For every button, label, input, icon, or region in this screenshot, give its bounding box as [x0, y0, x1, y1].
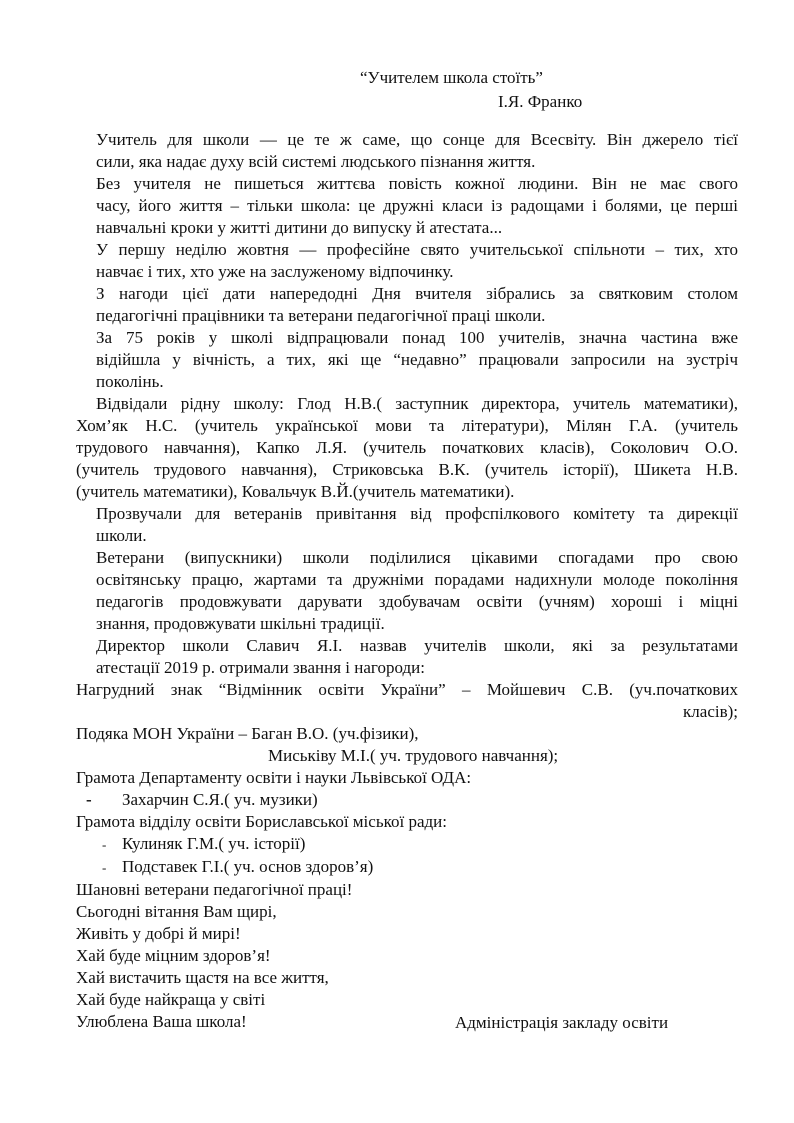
text-line: Учитель для школи — це те ж саме, що сонце для Всесвіту. Він джерело тієї [96, 130, 738, 149]
epigraph-author: І.Я. Франко [498, 92, 583, 111]
text-line: Без учителя не пишеться життєва повість кожної людини. Він не має свого [96, 174, 738, 193]
award-oda-title: Грамота Департаменту освіти і науки Львівської ОДА: [76, 768, 472, 787]
epigraph-quote: “Учителем школа стоїть” [360, 68, 543, 87]
text-line: трудового навчання), Капко Л.Я. (учитель початкових класів), Соколович О.О. [76, 438, 738, 457]
text-line: атестації 2019 р. отримали звання і нагороди: [96, 658, 425, 677]
text-line: поколінь. [96, 372, 164, 391]
poem-line: Улюблена Ваша школа! [76, 1012, 247, 1031]
text-line: навчальні кроки у житті дитини до випуску й атестата... [96, 218, 503, 237]
text-line: педагогів продовжувати дарувати здобувачам освіти (учням) хороші і міцні [96, 592, 738, 611]
award-mon-line: Подяка МОН України – Баган В.О. (уч.фізики), [76, 724, 419, 743]
article-body [76, 129, 738, 1033]
paragraph-7 [76, 503, 738, 547]
award-city-item [76, 856, 738, 879]
paragraph-3 [76, 239, 738, 283]
text-line: (учитель математики), Ковальчук В.Й.(учитель математики). [76, 482, 515, 501]
text-line: навчає і тих, хто уже на заслуженому відпочинку. [96, 262, 454, 281]
award-city-item [76, 833, 738, 856]
text-line: сили, яка надає духу всій системі людського пізнання життя. [96, 152, 536, 171]
award-recipient: Захарчин С.Я.( уч. музики) [122, 790, 318, 809]
text-line: (учитель трудового навчання), Стриковська В.К. (учитель історії), Шикета Н.В. [76, 460, 738, 479]
text-line: відійшла у вічність, а тих, які ще “недавно” працювали запросили на зустріч [96, 350, 738, 369]
text-line: Хом’як Н.С. (учитель української мови та літератури), Мілян Г.А. (учитель [76, 416, 738, 435]
text-line: знання, продовжувати шкільні традиції. [96, 614, 385, 633]
list-dash: - [86, 790, 92, 809]
greeting-poem [76, 879, 738, 1033]
paragraph-4 [76, 283, 738, 327]
text-line: Директор школи Славич Я.І. назвав учителів школи, які за результатами [96, 636, 738, 655]
text-line: Прозвучали для ветеранів привітання від профспілкового комітету та дирекції [96, 504, 738, 523]
poem-line: Хай буде найкраща у світі [76, 990, 266, 1009]
text-line: За 75 років у школі відпрацювали понад 100 учителів, значна частина вже [96, 328, 738, 347]
poem-line: Шановні ветерани педагогічної праці! [76, 880, 353, 899]
poem-line: Хай буде міцним здоров’я! [76, 946, 271, 965]
text-line: У першу неділю жовтня — професійне свято учительської спільноти – тих, хто [96, 240, 738, 259]
award-recipient: Подставек Г.І.( уч. основ здоров’я) [122, 857, 374, 876]
text-line: Відвідали рідну школу: Глод Н.В.( заступник директора, учитель математики), [96, 394, 738, 413]
award-city-title: Грамота відділу освіти Бориславської міської ради: [76, 812, 447, 831]
text-line: школи. [96, 526, 147, 545]
paragraph-1 [76, 129, 738, 173]
paragraph-8 [76, 547, 738, 635]
award-oda-item [76, 789, 738, 811]
poem-line: Живіть у добрі й мирі! [76, 924, 241, 943]
signature: Адміністрація закладу освіти [455, 1013, 669, 1032]
award-badge-line: класів); [683, 702, 738, 721]
poem-line: Хай вистачить щастя на все життя, [76, 968, 329, 987]
paragraph-5 [76, 327, 738, 393]
paragraph-2 [76, 173, 738, 239]
text-line: часу, його життя – тільки школа: це дружні класи із радощами і болями, це перші [96, 196, 738, 215]
award-badge-line: Нагрудний знак “Відмінник освіти України” – Мойшевич С.В. (уч.початкових [76, 680, 738, 699]
text-line: Ветерани (випускники) школи поділилися цікавими спогадами про свою [96, 548, 738, 567]
award-recipient: Кулиняк Г.М.( уч. історії) [122, 834, 306, 853]
text-line: освітянську працю, жартами та дружніми порадами надихнули молоде покоління [96, 570, 738, 589]
paragraph-9 [76, 635, 738, 679]
awards-section [76, 679, 738, 879]
list-dash: - [102, 837, 107, 852]
text-line: З нагоди цієї дати напередодні Дня вчителя зібрались за святковим столом [96, 284, 738, 303]
poem-line: Сьогодні вітання Вам щирі, [76, 902, 277, 921]
text-line: педагогічні працівники та ветерани педагогічної праці школи. [96, 306, 546, 325]
award-mon-line: Миськіву М.І.( уч. трудового навчання); [268, 746, 559, 765]
paragraph-6 [76, 393, 738, 503]
list-dash: - [102, 860, 107, 875]
